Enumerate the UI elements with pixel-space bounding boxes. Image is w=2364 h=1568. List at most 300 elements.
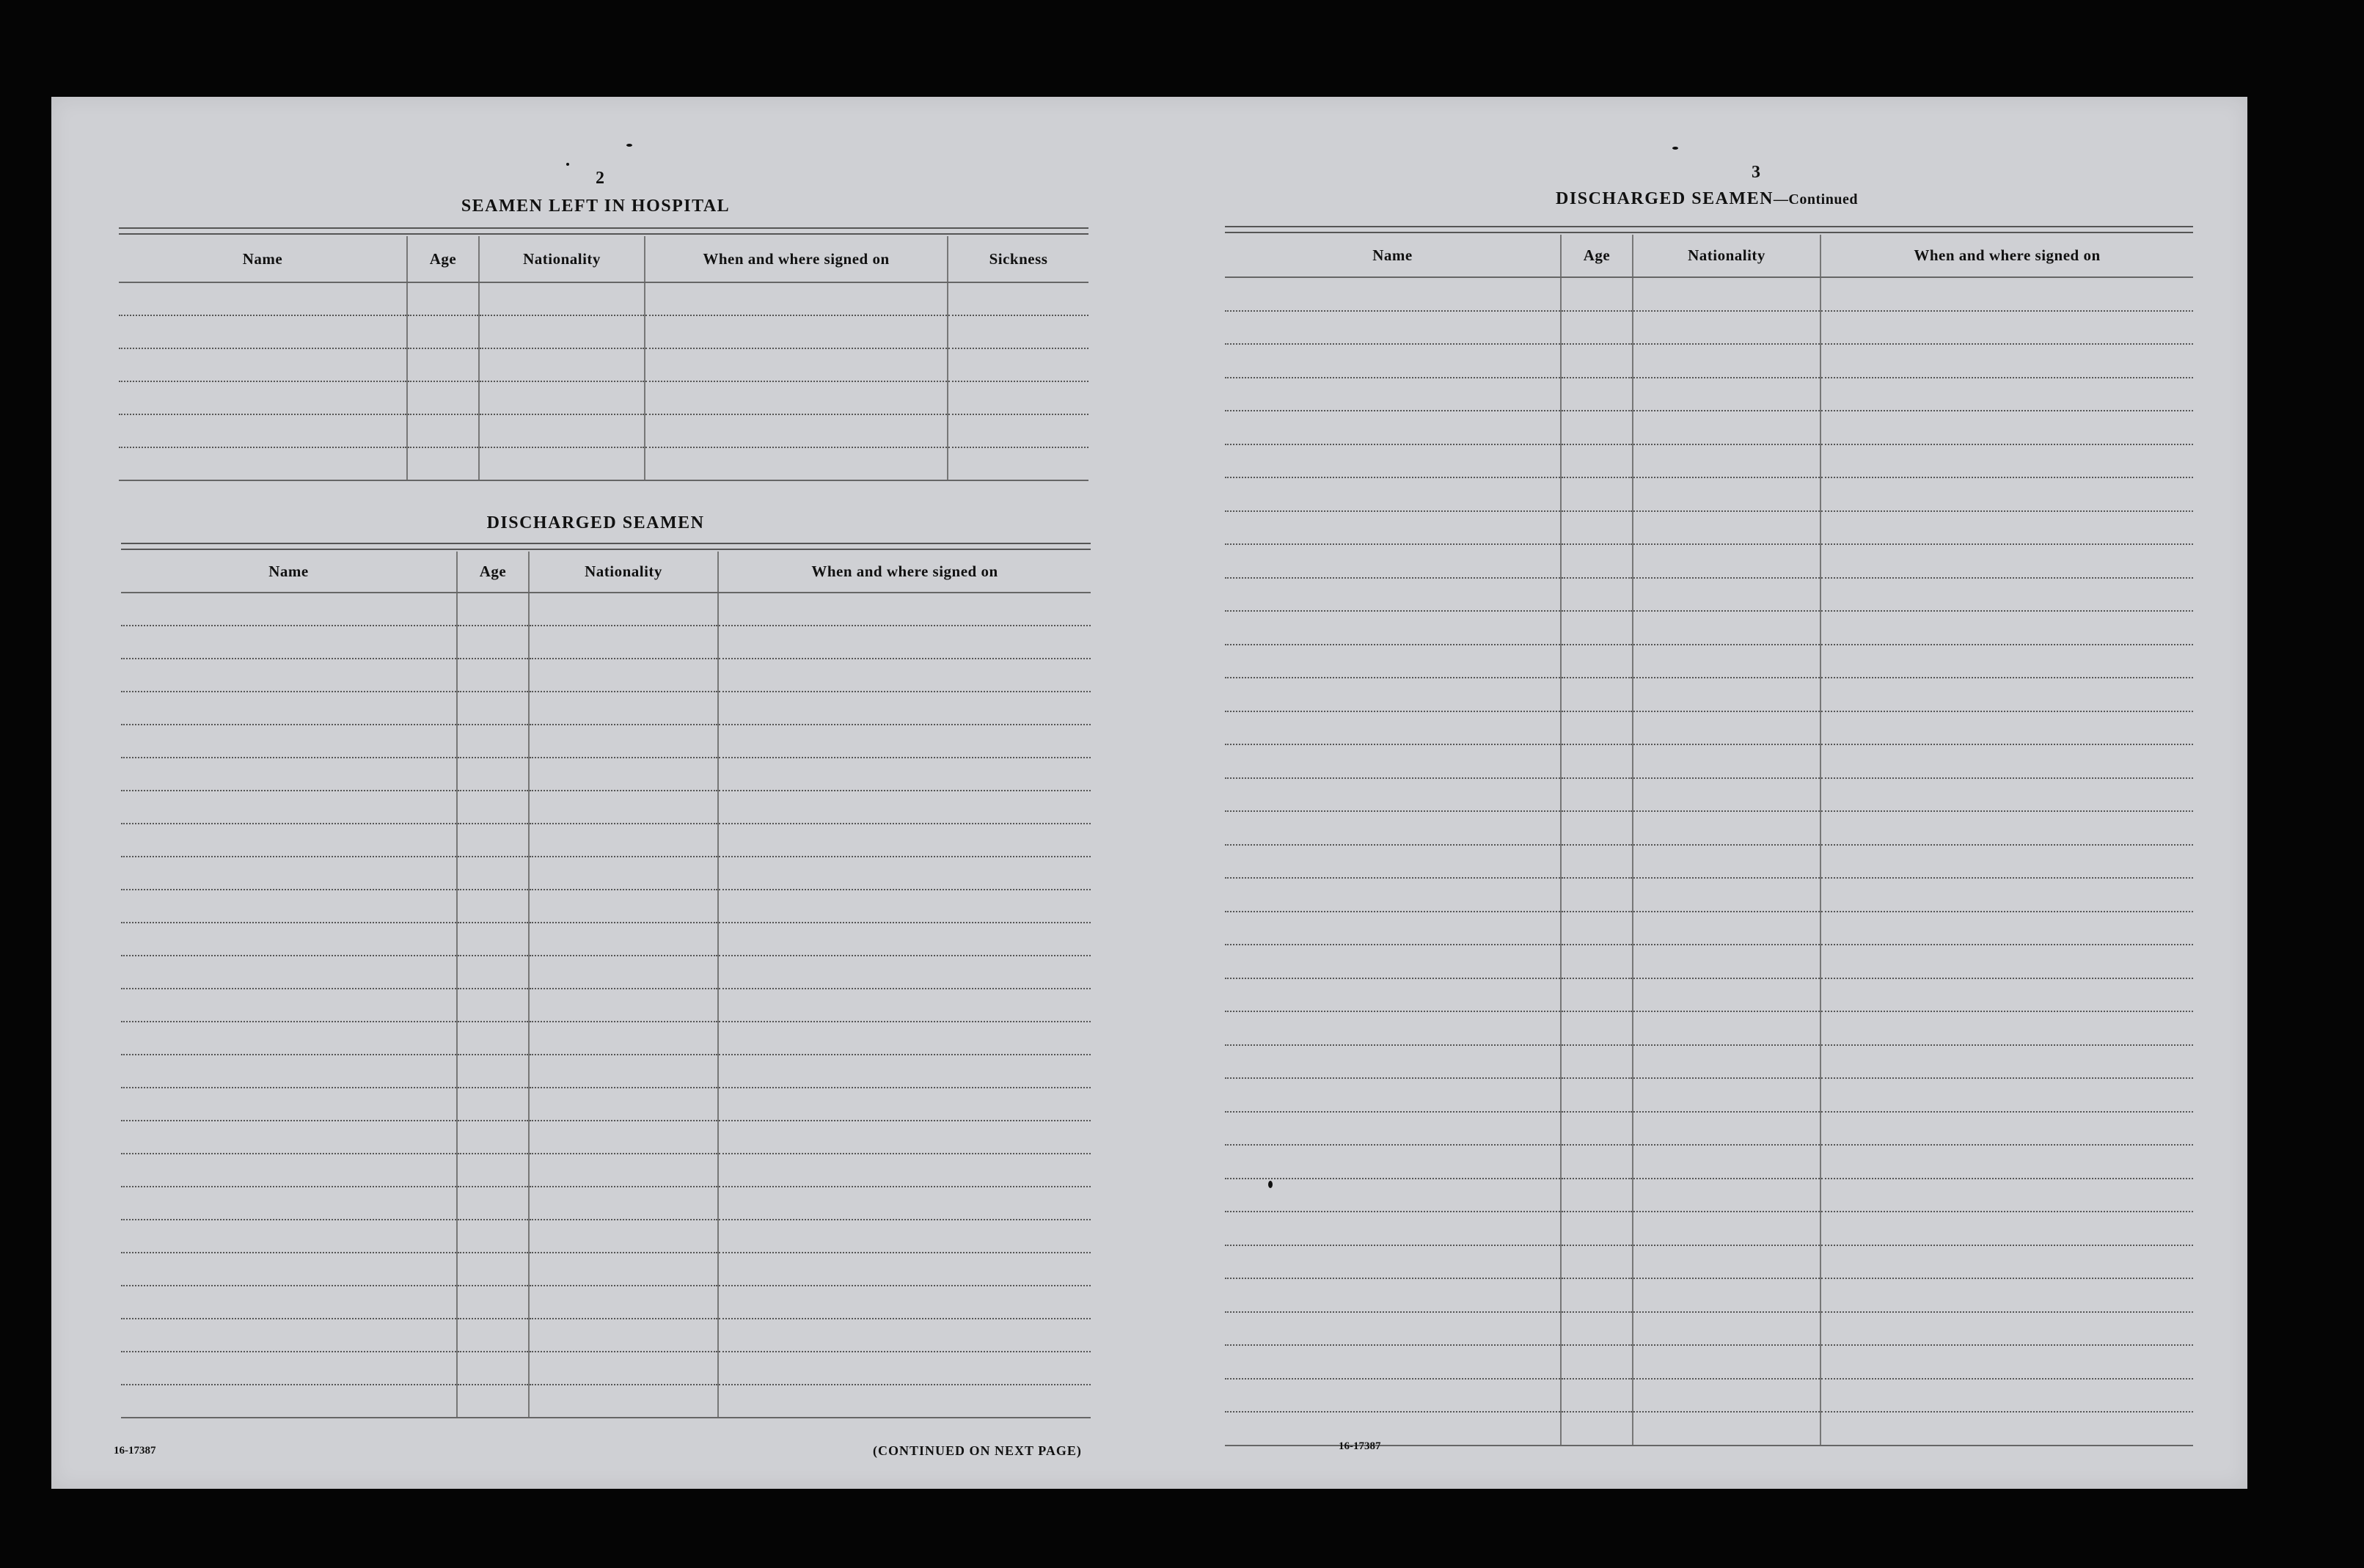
blank-cell — [1820, 1379, 2193, 1413]
blank-cell — [1820, 744, 2193, 778]
blank-cell — [1225, 277, 1561, 311]
blank-cell — [1225, 1212, 1561, 1245]
blank-cell — [718, 923, 1091, 956]
blank-cell — [529, 1022, 718, 1055]
blank-cell — [1225, 1245, 1561, 1279]
table-row — [119, 414, 1088, 447]
blank-cell — [407, 447, 479, 480]
blank-cell — [1633, 1045, 1820, 1079]
blank-cell — [1561, 544, 1633, 578]
blank-cell — [1225, 611, 1561, 645]
table-row — [1225, 378, 2193, 411]
blank-cell — [121, 1220, 457, 1253]
blank-cell — [1561, 811, 1633, 845]
blank-cell — [1225, 1412, 1561, 1446]
blank-cell — [121, 758, 457, 791]
blank-cell — [1633, 1078, 1820, 1112]
table-row — [121, 593, 1091, 626]
blank-cell — [1225, 477, 1561, 511]
column-header-signed-on: When and where signed on — [718, 552, 1091, 593]
blank-cell — [1633, 411, 1820, 444]
blank-cell — [1820, 344, 2193, 378]
blank-cell — [1633, 878, 1820, 912]
blank-cell — [1633, 1312, 1820, 1346]
table-row — [121, 1286, 1091, 1319]
blank-cell — [121, 1055, 457, 1088]
blank-cell — [1633, 1179, 1820, 1212]
blank-cell — [1633, 311, 1820, 345]
blank-cell — [1225, 811, 1561, 845]
column-header-name: Name — [121, 552, 457, 593]
blank-cell — [457, 1385, 529, 1418]
table-row — [1225, 477, 2193, 511]
table-row — [1225, 1179, 2193, 1212]
table-row — [121, 659, 1091, 692]
blank-cell — [1561, 1345, 1633, 1379]
blank-cell — [1633, 1345, 1820, 1379]
blank-cell — [457, 1220, 529, 1253]
blank-cell — [457, 857, 529, 890]
table-row — [121, 1187, 1091, 1220]
blank-cell — [1561, 978, 1633, 1012]
column-header-nationality: Nationality — [479, 236, 645, 282]
blank-cell — [948, 348, 1088, 381]
blank-cell — [121, 824, 457, 857]
blank-cell — [718, 758, 1091, 791]
blank-cell — [1225, 1278, 1561, 1312]
double-rule — [119, 227, 1088, 235]
blank-cell — [121, 791, 457, 824]
blank-cell — [718, 1319, 1091, 1352]
blank-cell — [1225, 978, 1561, 1012]
blank-cell — [1225, 511, 1561, 545]
blank-cell — [1633, 845, 1820, 879]
blank-cell — [529, 1253, 718, 1286]
table-row — [1225, 1345, 2193, 1379]
blank-cell — [1225, 1345, 1561, 1379]
blank-cell — [529, 1385, 718, 1418]
blank-cell — [457, 1187, 529, 1220]
blank-cell — [1561, 1379, 1633, 1413]
blank-cell — [121, 923, 457, 956]
column-header-sickness: Sickness — [948, 236, 1088, 282]
blank-cell — [1820, 1345, 2193, 1379]
blank-cell — [1633, 1412, 1820, 1446]
blank-cell — [718, 890, 1091, 923]
table-row — [1225, 878, 2193, 912]
blank-cell — [718, 692, 1091, 725]
blank-cell — [1820, 1212, 2193, 1245]
table-row — [1225, 1245, 2193, 1279]
left-page — [51, 97, 1149, 1489]
blank-cell — [457, 626, 529, 659]
blank-cell — [457, 1253, 529, 1286]
blank-cell — [1561, 1179, 1633, 1212]
blank-cell — [529, 1055, 718, 1088]
blank-cell — [948, 381, 1088, 414]
table-row — [1225, 544, 2193, 578]
blank-cell — [121, 1187, 457, 1220]
blank-cell — [1633, 778, 1820, 812]
blank-cell — [1820, 1078, 2193, 1112]
table-row — [1225, 845, 2193, 879]
blank-cell — [1561, 1078, 1633, 1112]
blank-cell — [645, 348, 948, 381]
blank-cell — [1633, 378, 1820, 411]
table-row — [119, 381, 1088, 414]
print-speck — [566, 163, 569, 166]
blank-cell — [1561, 845, 1633, 879]
blank-cell — [718, 989, 1091, 1022]
blank-cell — [1820, 678, 2193, 711]
blank-cell — [529, 857, 718, 890]
table-row — [121, 923, 1091, 956]
blank-cell — [1561, 744, 1633, 778]
blank-cell — [119, 447, 407, 480]
hospital-table — [119, 236, 1088, 481]
blank-cell — [948, 282, 1088, 315]
document-sheet — [51, 97, 2247, 1489]
blank-cell — [1225, 744, 1561, 778]
blank-cell — [1820, 711, 2193, 745]
blank-cell — [1820, 912, 2193, 945]
blank-cell — [1561, 511, 1633, 545]
table-row — [121, 1055, 1091, 1088]
blank-cell — [1225, 912, 1561, 945]
blank-cell — [718, 1286, 1091, 1319]
blank-cell — [529, 1154, 718, 1187]
blank-cell — [121, 1088, 457, 1121]
blank-cell — [1633, 1212, 1820, 1245]
blank-cell — [1633, 578, 1820, 612]
blank-cell — [1561, 611, 1633, 645]
form-number: 16-17387 — [1339, 1440, 1381, 1452]
blank-cell — [457, 1286, 529, 1319]
blank-cell — [1225, 945, 1561, 978]
blank-cell — [948, 315, 1088, 348]
blank-cell — [718, 1088, 1091, 1121]
blank-cell — [457, 758, 529, 791]
blank-cell — [1633, 511, 1820, 545]
blank-cell — [121, 593, 457, 626]
blank-cell — [948, 414, 1088, 447]
blank-cell — [1633, 1245, 1820, 1279]
blank-cell — [1820, 444, 2193, 478]
blank-cell — [121, 1319, 457, 1352]
blank-cell — [1561, 778, 1633, 812]
table-row — [121, 956, 1091, 989]
blank-cell — [718, 1253, 1091, 1286]
blank-cell — [1633, 344, 1820, 378]
blank-cell — [1633, 912, 1820, 945]
blank-cell — [1561, 678, 1633, 711]
blank-cell — [479, 414, 645, 447]
blank-cell — [119, 414, 407, 447]
blank-cell — [1633, 711, 1820, 745]
blank-cell — [718, 1385, 1091, 1418]
blank-cell — [718, 593, 1091, 626]
blank-cell — [479, 447, 645, 480]
blank-cell — [1633, 611, 1820, 645]
discharged-section-title: DISCHARGED SEAMEN — [486, 513, 705, 532]
blank-cell — [718, 1352, 1091, 1385]
blank-cell — [529, 1187, 718, 1220]
blank-cell — [457, 593, 529, 626]
table-row — [121, 857, 1091, 890]
print-speck — [1268, 1181, 1273, 1188]
blank-cell — [1561, 945, 1633, 978]
blank-cell — [1820, 611, 2193, 645]
blank-cell — [1561, 378, 1633, 411]
blank-cell — [529, 725, 718, 758]
blank-cell — [529, 1352, 718, 1385]
blank-cell — [479, 282, 645, 315]
table-row — [121, 1220, 1091, 1253]
blank-cell — [457, 791, 529, 824]
blank-cell — [1561, 1278, 1633, 1312]
page-number: 2 — [596, 169, 604, 188]
blank-cell — [121, 1253, 457, 1286]
blank-cell — [1820, 1245, 2193, 1279]
blank-cell — [529, 890, 718, 923]
table-row — [1225, 645, 2193, 678]
blank-cell — [457, 725, 529, 758]
blank-cell — [1633, 544, 1820, 578]
double-rule — [121, 543, 1091, 550]
table-row — [1225, 1011, 2193, 1045]
table-row — [121, 1253, 1091, 1286]
blank-cell — [645, 414, 948, 447]
table-row — [1225, 1045, 2193, 1079]
blank-cell — [119, 282, 407, 315]
blank-cell — [1561, 1245, 1633, 1279]
blank-cell — [529, 692, 718, 725]
blank-cell — [1820, 511, 2193, 545]
blank-cell — [718, 1154, 1091, 1187]
blank-cell — [407, 414, 479, 447]
column-header-signed-on: When and where signed on — [645, 236, 948, 282]
blank-cell — [1225, 845, 1561, 879]
blank-cell — [407, 381, 479, 414]
blank-cell — [1561, 311, 1633, 345]
blank-cell — [718, 1022, 1091, 1055]
table-row — [121, 1154, 1091, 1187]
blank-cell — [1561, 1045, 1633, 1079]
blank-cell — [407, 315, 479, 348]
blank-cell — [1561, 1011, 1633, 1045]
blank-cell — [121, 692, 457, 725]
column-header-age: Age — [457, 552, 529, 593]
blank-cell — [1820, 878, 2193, 912]
table-row — [121, 626, 1091, 659]
blank-cell — [1633, 1278, 1820, 1312]
blank-cell — [1225, 444, 1561, 478]
table-row — [121, 725, 1091, 758]
blank-cell — [479, 348, 645, 381]
blank-cell — [121, 725, 457, 758]
blank-cell — [121, 989, 457, 1022]
table-row — [1225, 611, 2193, 645]
table-row — [1225, 311, 2193, 345]
blank-cell — [1225, 344, 1561, 378]
table-row — [1225, 1379, 2193, 1413]
blank-cell — [1820, 544, 2193, 578]
blank-cell — [1820, 778, 2193, 812]
blank-cell — [1225, 1045, 1561, 1079]
table-row — [1225, 778, 2193, 812]
blank-cell — [1225, 1078, 1561, 1112]
blank-cell — [1820, 411, 2193, 444]
blank-cell — [1225, 1112, 1561, 1146]
blank-cell — [1633, 945, 1820, 978]
table-row — [121, 989, 1091, 1022]
blank-cell — [457, 692, 529, 725]
blank-cell — [121, 1286, 457, 1319]
blank-cell — [121, 1022, 457, 1055]
blank-cell — [1633, 1379, 1820, 1413]
blank-cell — [529, 1319, 718, 1352]
table-row — [1225, 678, 2193, 711]
table-row — [121, 758, 1091, 791]
blank-cell — [1633, 811, 1820, 845]
continued-note: (CONTINUED ON NEXT PAGE) — [873, 1443, 1082, 1458]
blank-cell — [407, 282, 479, 315]
blank-cell — [1820, 378, 2193, 411]
table-row — [1225, 444, 2193, 478]
blank-cell — [718, 659, 1091, 692]
blank-cell — [119, 348, 407, 381]
blank-cell — [1561, 444, 1633, 478]
table-row — [1225, 578, 2193, 612]
form-number: 16-17387 — [114, 1445, 156, 1457]
blank-cell — [718, 626, 1091, 659]
table-row — [1225, 1278, 2193, 1312]
blank-cell — [1633, 978, 1820, 1012]
blank-cell — [457, 1154, 529, 1187]
blank-cell — [1561, 1112, 1633, 1146]
blank-cell — [457, 956, 529, 989]
blank-cell — [1633, 477, 1820, 511]
blank-cell — [529, 1220, 718, 1253]
blank-cell — [1633, 744, 1820, 778]
blank-cell — [529, 758, 718, 791]
table-row — [121, 1385, 1091, 1418]
blank-cell — [457, 890, 529, 923]
column-header-name: Name — [1225, 235, 1561, 277]
print-speck — [626, 144, 632, 147]
blank-cell — [121, 857, 457, 890]
blank-cell — [1820, 1412, 2193, 1446]
blank-cell — [119, 315, 407, 348]
discharged-table-left — [121, 552, 1091, 1418]
blank-cell — [1561, 411, 1633, 444]
table-row — [1225, 1112, 2193, 1146]
blank-cell — [1820, 945, 2193, 978]
section-title-main: DISCHARGED SEAMEN — [1556, 189, 1774, 208]
blank-cell — [1633, 1145, 1820, 1179]
blank-cell — [1561, 1212, 1633, 1245]
blank-cell — [407, 348, 479, 381]
blank-cell — [457, 1352, 529, 1385]
column-header-nationality: Nationality — [529, 552, 718, 593]
blank-cell — [1225, 1179, 1561, 1212]
blank-cell — [457, 1022, 529, 1055]
blank-cell — [529, 923, 718, 956]
table-row — [121, 1088, 1091, 1121]
right-page — [1149, 97, 2247, 1489]
blank-cell — [718, 956, 1091, 989]
blank-cell — [718, 857, 1091, 890]
table-row — [121, 692, 1091, 725]
blank-cell — [1225, 678, 1561, 711]
table-row — [121, 791, 1091, 824]
table-row — [1225, 1145, 2193, 1179]
blank-cell — [718, 824, 1091, 857]
blank-cell — [1561, 912, 1633, 945]
blank-cell — [457, 989, 529, 1022]
table-row — [119, 315, 1088, 348]
blank-cell — [121, 1352, 457, 1385]
table-row — [1225, 945, 2193, 978]
table-row — [119, 447, 1088, 480]
blank-cell — [1561, 711, 1633, 745]
blank-cell — [121, 626, 457, 659]
blank-cell — [1225, 711, 1561, 745]
blank-cell — [1561, 1312, 1633, 1346]
table-row — [1225, 744, 2193, 778]
blank-cell — [1561, 578, 1633, 612]
blank-cell — [529, 791, 718, 824]
blank-cell — [718, 725, 1091, 758]
table-row — [1225, 912, 2193, 945]
blank-cell — [1820, 1179, 2193, 1212]
blank-cell — [645, 447, 948, 480]
blank-cell — [457, 1121, 529, 1154]
blank-cell — [1225, 1379, 1561, 1413]
blank-cell — [1820, 1312, 2193, 1346]
blank-cell — [529, 1121, 718, 1154]
blank-cell — [529, 593, 718, 626]
blank-cell — [1820, 978, 2193, 1012]
double-rule — [1225, 226, 2193, 233]
blank-cell — [1561, 477, 1633, 511]
blank-cell — [1820, 477, 2193, 511]
blank-cell — [718, 1220, 1091, 1253]
table-row — [119, 282, 1088, 315]
blank-cell — [1225, 1312, 1561, 1346]
blank-cell — [645, 381, 948, 414]
hospital-section-title: SEAMEN LEFT IN HOSPITAL — [461, 197, 731, 216]
blank-cell — [1561, 344, 1633, 378]
column-header-name: Name — [119, 236, 407, 282]
blank-cell — [1225, 544, 1561, 578]
blank-cell — [1633, 645, 1820, 678]
blank-cell — [1820, 1011, 2193, 1045]
blank-cell — [1633, 277, 1820, 311]
blank-cell — [529, 1088, 718, 1121]
blank-cell — [1225, 1145, 1561, 1179]
blank-cell — [1820, 311, 2193, 345]
blank-cell — [1561, 645, 1633, 678]
blank-cell — [479, 315, 645, 348]
table-row — [1225, 811, 2193, 845]
table-row — [121, 890, 1091, 923]
blank-cell — [1820, 1045, 2193, 1079]
table-row — [119, 348, 1088, 381]
table-row — [1225, 411, 2193, 444]
blank-cell — [457, 1319, 529, 1352]
table-row — [1225, 1078, 2193, 1112]
